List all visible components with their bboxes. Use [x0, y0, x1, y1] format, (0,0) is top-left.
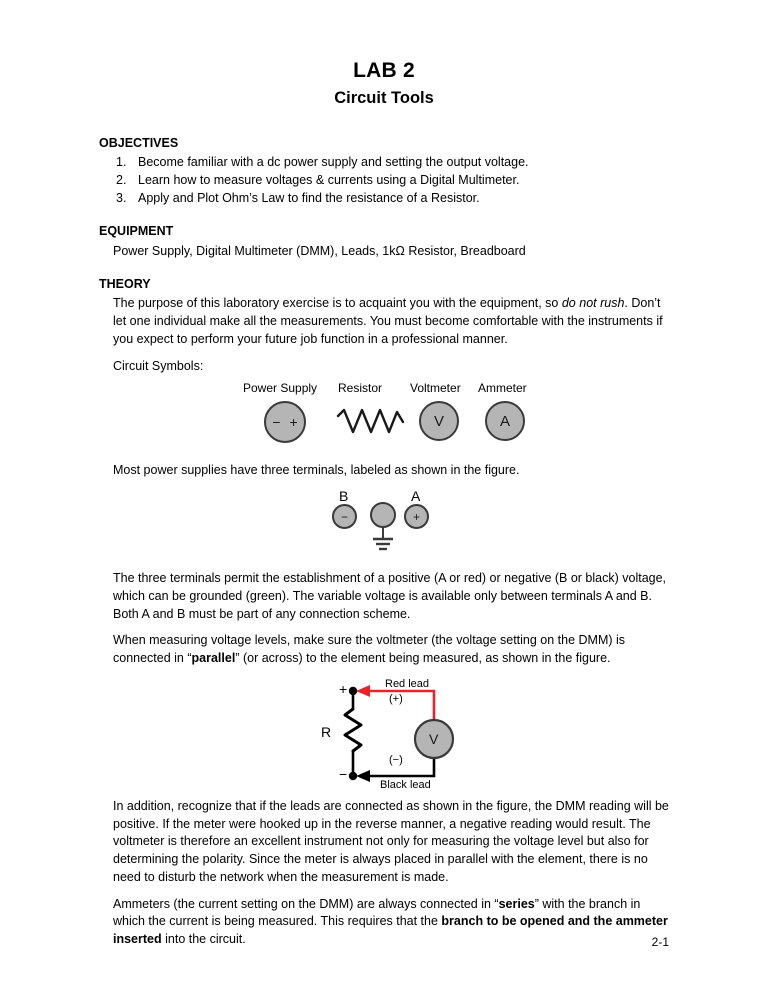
theory-paragraph-4 — [113, 632, 669, 668]
page-number: 2-1 — [651, 935, 669, 949]
terminal-b-icon — [332, 504, 357, 529]
terminal-a-glyph: + — [412, 509, 420, 524]
circuit-resistor-label: R — [321, 723, 332, 740]
terminal-a-label: A — [411, 488, 421, 505]
equipment-heading: EQUIPMENT — [99, 224, 174, 239]
ammeter-icon — [485, 401, 525, 441]
theory-p1-italic: do not rush — [561, 296, 625, 311]
theory-p4-part2: ” (or across) to the element being measured, as shown in the figure. — [235, 651, 611, 666]
terminal-b-glyph: − — [340, 509, 348, 524]
voltmeter-icon — [419, 401, 459, 441]
black-lead-polarity: (−) — [389, 753, 403, 766]
list-item-number: 2. — [116, 173, 127, 188]
circuit-voltmeter-glyph: V — [429, 730, 439, 747]
theory-p6-part2: ” with the branch in which the current is being measured. This requires that the — [113, 896, 641, 929]
page-title: LAB 2 — [353, 59, 415, 82]
list-item-number: 1. — [116, 155, 127, 169]
list-item-number: 3. — [116, 191, 127, 206]
equipment-text: Power Supply, Digital Multimeter (DMM), Leads, 1kΩ Resistor, Breadboard — [113, 243, 526, 258]
list-item-text: Apply and Plot Ohm’s Law to find the resistance of a Resistor. — [138, 191, 480, 206]
page-content — [99, 58, 669, 949]
theory-p6-part1: Ammeters (the current setting on the DMM) are always connected in “ — [113, 896, 499, 911]
list-item — [99, 153, 669, 171]
red-lead-label: Red lead — [385, 677, 430, 690]
theory-p6-bold2: branch to be opened and the ammeter inserted — [113, 914, 668, 947]
power-supply-plus: + — [289, 414, 298, 431]
terminal-b-label: B — [339, 488, 349, 505]
theory-paragraph-6 — [113, 896, 669, 949]
list-item-text: Learn how to measure voltages & currents using a Digital Multimeter. — [138, 173, 520, 188]
resistor-icon — [336, 404, 406, 440]
circuit-symbols-label: Circuit Symbols: — [113, 358, 204, 373]
objectives-heading: OBJECTIVES — [99, 135, 179, 150]
power-supply-icon — [264, 401, 306, 443]
resistor-label: Resistor — [338, 381, 383, 396]
ammeter-glyph: A — [499, 412, 510, 430]
list-item-text: Become familiar with a dc power supply and setting the output voltage. — [138, 155, 529, 169]
list-item — [99, 189, 669, 207]
voltmeter-glyph: V — [433, 412, 444, 430]
theory-paragraph-2: Most power supplies have three terminals, labeled as shown in the figure. — [113, 463, 520, 478]
page-subtitle: Circuit Tools — [334, 89, 434, 108]
theory-heading: THEORY — [99, 277, 151, 292]
figure-voltmeter-parallel — [99, 677, 669, 792]
circuit-plus-sign: + — [339, 680, 348, 697]
theory-p4-bold: parallel — [191, 651, 236, 666]
list-item — [99, 171, 669, 189]
power-supply-label: Power Supply — [243, 381, 318, 396]
power-supply-minus: − — [272, 414, 281, 431]
voltmeter-label: Voltmeter — [410, 381, 461, 396]
theory-p1-part2: . Don’t let one individual make all the measurements. You must become comfortable with the instruments if you expect to perform your future job function in a professional manner. — [113, 296, 663, 346]
theory-p6-bold1: series — [498, 896, 535, 911]
circuit-minus-sign: − — [339, 765, 348, 782]
theory-p1-part1: The purpose of this laboratory exercise is to acquaint you with the equipment, so — [113, 296, 562, 311]
theory-paragraph-1 — [113, 295, 669, 348]
objectives-list — [99, 153, 669, 207]
terminal-ground-icon — [370, 502, 396, 528]
red-lead-polarity: (+) — [389, 692, 403, 705]
theory-paragraph-3: The three terminals permit the establishment of a positive (A or red) or negative (B or black) voltage, which can be grounded (green). The variable voltage is available only between terminals A and B. Both A and B must be part of any connection scheme. — [113, 571, 667, 621]
ground-symbol-icon — [367, 526, 399, 554]
ammeter-label: Ammeter — [478, 381, 527, 396]
terminal-a-icon — [404, 504, 429, 529]
theory-p4-part1: When measuring voltage levels, make sure the voltmeter (the voltage setting on the DMM) is connected in “ — [113, 633, 626, 666]
figure-circuit-symbols — [99, 382, 669, 458]
figure-three-terminals — [99, 489, 669, 561]
black-lead-label: Black lead — [380, 778, 431, 791]
theory-p6-part3: into the circuit. — [161, 932, 246, 947]
theory-paragraph-5: In addition, recognize that if the leads are connected as shown in the figure, the DMM reading will be positive. If the meter were hooked up in the reverse manner, a negative reading would result. The voltmeter is therefore an excellent instrument not only for measuring the voltage level but also for determining the polarity. Since the meter is always placed in parallel with the element, there is no need to disturb the network when the measurement is made. — [113, 798, 669, 884]
